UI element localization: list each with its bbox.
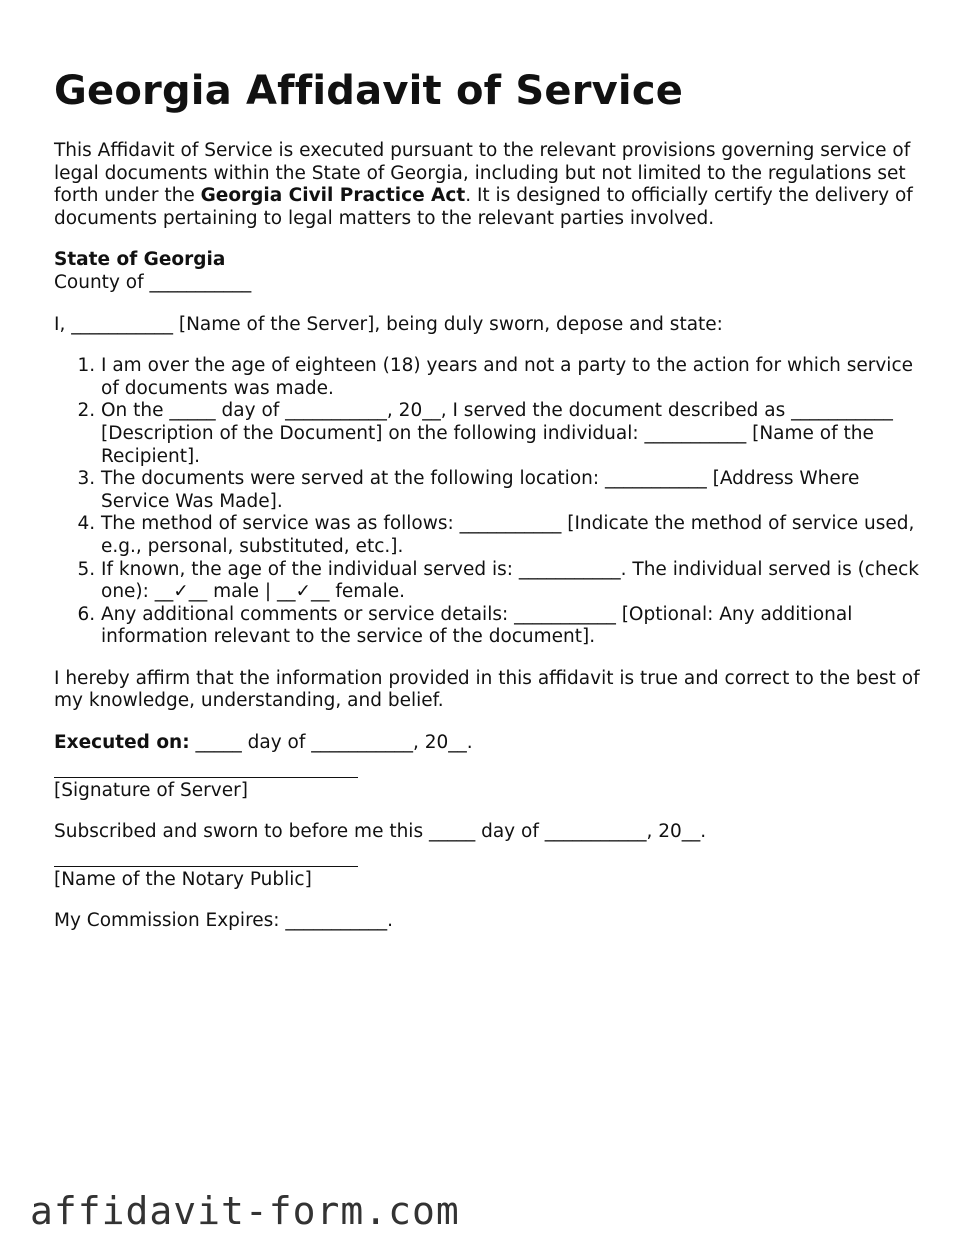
list-item: 3. The documents were served at the following location: ___________ [Address Where Service Was Made]. bbox=[101, 468, 924, 513]
intro-text-end: . It is designed to officially certify the delivery of documents pertaining to legal matters to the relevant parties involved. bbox=[54, 185, 913, 229]
statement-list bbox=[54, 355, 924, 649]
subscribed-sworn-line: Subscribed and sworn to before me this _____ day of ___________, 20__. bbox=[54, 821, 707, 843]
intro-paragraph bbox=[54, 140, 924, 230]
state-heading: State of Georgia bbox=[54, 249, 226, 271]
document-title: Georgia Affidavit of Service bbox=[54, 68, 684, 114]
list-item: 5. If known, the age of the individual served is: ___________. The individual served is (check one): __✓__ male | __✓__ female. bbox=[101, 559, 924, 604]
intro-text-start: This Affidavit of Service is executed pursuant to the relevant provisions governing service of legal documents within the State of Georgia, including but not limited to the regulations set forth under the bbox=[54, 140, 911, 207]
county-line: County of ___________ bbox=[54, 271, 252, 293]
list-item: 2. On the _____ day of ___________, 20__, I served the document described as ___________ [Description of the Document] on the following individual: ___________ [Name of the Recipient]. bbox=[101, 400, 924, 468]
venue-block bbox=[54, 249, 924, 294]
list-item: 6. Any additional comments or service details: ___________ [Optional: Any additional information relevant to the service of the document]. bbox=[101, 604, 924, 649]
notary-signature-line bbox=[54, 866, 358, 867]
server-signature-label: [Signature of Server] bbox=[54, 779, 248, 801]
executed-on-date: _____ day of ___________, 20__. bbox=[189, 732, 473, 754]
affidavit-document bbox=[54, 66, 924, 933]
executed-on-line bbox=[54, 732, 924, 755]
commission-expires-line: My Commission Expires: ___________. bbox=[54, 910, 394, 932]
list-item: 4. The method of service was as follows: ___________ [Indicate the method of service used, e.g., personal, substituted, etc.]. bbox=[101, 513, 924, 558]
server-signature-line bbox=[54, 777, 358, 778]
notary-name-label: [Name of the Notary Public] bbox=[54, 868, 312, 890]
affirmation-paragraph: I hereby affirm that the information provided in this affidavit is true and correct to the best of my knowledge, understanding, and belief. bbox=[54, 667, 920, 712]
executed-on-label: Executed on: bbox=[54, 732, 190, 754]
intro-act-name: Georgia Civil Practice Act bbox=[200, 185, 466, 207]
list-item: 1. I am over the age of eighteen (18) years and not a party to the action for which service of documents was made. bbox=[101, 355, 924, 400]
site-watermark: affidavit-form.com bbox=[30, 1189, 460, 1233]
oath-statement: I, ___________ [Name of the Server], being duly sworn, depose and state: bbox=[54, 313, 723, 335]
